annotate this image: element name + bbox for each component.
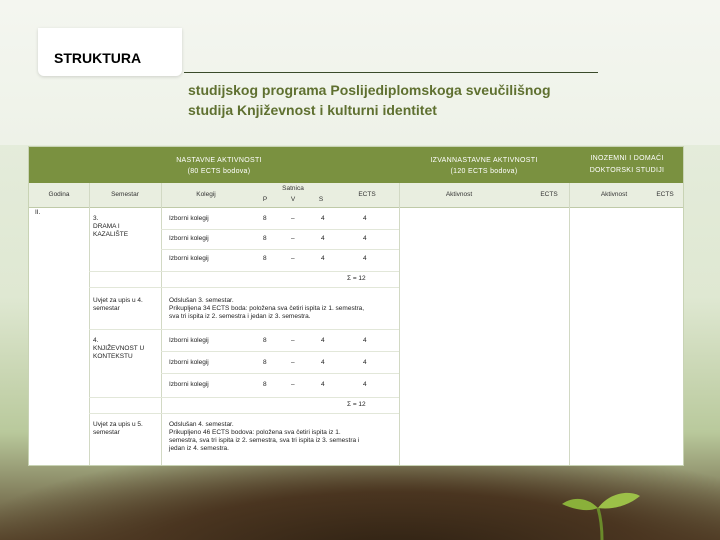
p-cell: 8 [263, 235, 267, 242]
s-cell: 4 [321, 255, 325, 262]
row-divider [89, 397, 399, 398]
condition-5-text-line: Prikupljeno 46 ECTS bodova: položena sva četiri ispita iz 1. [169, 429, 341, 436]
divider [89, 183, 90, 465]
p-cell: 8 [263, 255, 267, 262]
table-header [29, 147, 683, 183]
condition-5-label [93, 421, 143, 437]
divider [569, 183, 570, 465]
col-ects-2: ECTS [540, 191, 558, 198]
condition-5-text [169, 421, 395, 453]
ects-cell: 4 [363, 337, 367, 344]
row-divider [89, 413, 399, 414]
kolegij-cell: Izborni kolegij [169, 255, 209, 262]
sprout-icon [540, 470, 660, 540]
v-cell: – [291, 255, 295, 262]
ects-cell: 4 [363, 235, 367, 242]
row-divider [161, 373, 399, 374]
semester-3-line: KAZALIŠTE [93, 231, 129, 238]
semester-3-line: 3. [93, 215, 99, 222]
semester-4-line: 4. [93, 337, 99, 344]
header-nastavne-sub: (80 ECTS bodova) [187, 168, 251, 175]
row-divider [161, 229, 399, 230]
s-cell: 4 [321, 235, 325, 242]
p-cell: 8 [263, 337, 267, 344]
col-ects: ECTS [358, 191, 376, 198]
s-cell: 4 [321, 215, 325, 222]
ects-cell: 4 [363, 359, 367, 366]
kolegij-cell: Izborni kolegij [169, 215, 209, 222]
page-subtitle [188, 80, 618, 120]
subtitle-line-1: studijskog programa Poslijediplomskoga sveučilišnog [188, 82, 551, 98]
semester-4-line: KNJIŽEVNOST U [93, 345, 145, 352]
year-label: II. [35, 209, 41, 216]
divider [399, 183, 400, 465]
kolegij-cell: Izborni kolegij [169, 337, 209, 344]
header-izvan: IZVANNASTAVNE AKTIVNOSTI [430, 157, 538, 164]
row-divider [161, 249, 399, 250]
col-v: V [290, 196, 296, 203]
condition-4-text-line: Prikupljena 34 ECTS boda: položena sva četiri ispita iz 1. semestra, [169, 305, 365, 312]
s-cell: 4 [321, 359, 325, 366]
p-cell: 8 [263, 215, 267, 222]
condition-4-line: semestar [93, 305, 120, 312]
col-aktivnost: Aktivnost [445, 191, 473, 198]
p-cell: 8 [263, 381, 267, 388]
condition-5-text-line: jedan iz 4. semestra. [169, 445, 229, 452]
condition-4-line: Uvjet za upis u 4. [93, 297, 143, 304]
col-semestar: Semestar [111, 191, 139, 198]
column-headers [29, 183, 683, 208]
s-cell: 4 [321, 337, 325, 344]
col-kolegij: Kolegij [196, 191, 216, 198]
row-divider [89, 271, 399, 272]
row-divider [89, 287, 399, 288]
row-divider [89, 329, 399, 330]
tab-label: STRUKTURA [54, 50, 142, 66]
col-s: S [318, 196, 324, 203]
ects-cell: 4 [363, 255, 367, 262]
kolegij-cell: Izborni kolegij [169, 235, 209, 242]
ects-cell: 4 [363, 215, 367, 222]
header-inozemni-2: DOKTORSKI STUDIJI [589, 167, 665, 174]
condition-5-line: Uvjet za upis u 5. [93, 421, 143, 428]
col-satnica: Satnica [282, 185, 304, 192]
v-cell: – [291, 235, 295, 242]
header-nastavne: NASTAVNE AKTIVNOSTI [176, 157, 262, 164]
header-inozemni-1: INOZEMNI I DOMAĆI [590, 155, 664, 162]
ects-cell: 4 [363, 381, 367, 388]
header-izvan-sub: (120 ECTS bodova) [450, 168, 518, 175]
condition-5-text-line: Odslušan 4. semestar. [169, 421, 234, 428]
section-tab [38, 28, 182, 76]
col-p: P [262, 196, 268, 203]
semester-3-line: DRAMA I [93, 223, 120, 230]
condition-4-text [169, 297, 395, 321]
kolegij-cell: Izborni kolegij [169, 359, 209, 366]
subtitle-line-2: studija Književnost i kulturni identitet [188, 102, 437, 118]
v-cell: – [291, 381, 295, 388]
title-rule [184, 72, 598, 73]
semester-3-label [93, 215, 128, 239]
col-godina: Godina [48, 191, 70, 198]
sum-cell: Σ = 12 [347, 275, 366, 282]
condition-4-text-line: sva tri ispita iz 2. semestra i jedan iz 3. semestra. [169, 313, 311, 320]
col-aktivnost-2: Aktivnost [600, 191, 628, 198]
v-cell: – [291, 359, 295, 366]
semester-4-line: KONTEKSTU [93, 353, 133, 360]
condition-5-line: semestar [93, 429, 120, 436]
divider [161, 183, 162, 465]
condition-4-label [93, 297, 143, 313]
v-cell: – [291, 215, 295, 222]
col-ects-3: ECTS [656, 191, 674, 198]
condition-4-text-line: Odslušan 3. semestar. [169, 297, 234, 304]
structure-table [28, 146, 684, 466]
semester-4-label [93, 337, 144, 361]
p-cell: 8 [263, 359, 267, 366]
row-divider [161, 351, 399, 352]
kolegij-cell: Izborni kolegij [169, 381, 209, 388]
sum-cell: Σ = 12 [347, 401, 366, 408]
v-cell: – [291, 337, 295, 344]
condition-5-text-line: semestra, sva tri ispita iz 2. semestra, sva tri ispita iz 3. semestra i [169, 437, 360, 444]
s-cell: 4 [321, 381, 325, 388]
